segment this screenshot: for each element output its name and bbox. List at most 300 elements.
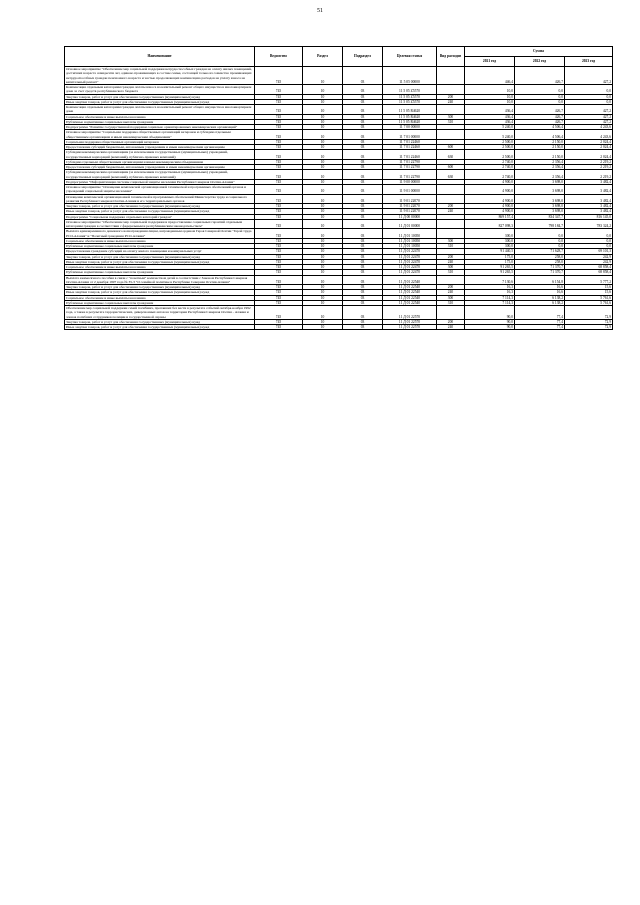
cell-sum-2023: 0,0 (565, 85, 613, 95)
cell-sum-2023: 2 219,2 (565, 170, 613, 180)
cell-name: Социальное обеспечение и иные выплаты населению (65, 265, 255, 270)
cell-section: 10 (303, 295, 343, 300)
cell-expense-type: 240 (437, 325, 465, 330)
cell-sum-2023: 5 761,6 (565, 300, 613, 305)
cell-target: 11 5 05 Z5570 (383, 85, 437, 95)
cell-sum-2023: 427,2 (565, 114, 613, 119)
cell-section: 10 (303, 300, 343, 305)
cell-sum-2022: 16,6 (515, 285, 565, 290)
cell-subsection: 03 (343, 285, 383, 290)
cell-sum-2023: 2 219,2 (565, 165, 613, 170)
cell-section: 10 (303, 159, 343, 164)
cell-subsection: 03 (343, 159, 383, 164)
cell-subsection: 03 (343, 85, 383, 95)
cell-expense-type: 200 (437, 319, 465, 324)
cell-sum-2023: 15,6 (565, 290, 613, 295)
cell-sum-2022: 71 628,7 (515, 249, 565, 254)
cell-expense-type (437, 105, 465, 115)
cell-subsection: 03 (343, 319, 383, 324)
cell-section: 10 (303, 119, 343, 124)
cell-target: 11 7 01 22790 (383, 159, 437, 164)
header-year-2021: 2021 год (465, 57, 515, 67)
cell-subsection: 03 (343, 165, 383, 170)
cell-sum-2021: 4 900,0 (465, 209, 515, 214)
cell-sum-2022: 2 150,0 (515, 145, 565, 150)
cell-subsection: 03 (343, 170, 383, 180)
cell-expense-type: 300 (437, 265, 465, 270)
cell-sum-2021: 4 900,0 (465, 185, 515, 195)
cell-sum-2022: 426,7 (515, 119, 565, 124)
cell-section: 10 (303, 145, 343, 150)
cell-section: 10 (303, 170, 343, 180)
cell-name: Подпрограмма "Развитие государственной поддержки социально ориентированных некоммерческих организаций" (65, 125, 255, 130)
cell-sum-2023: 72,9 (565, 325, 613, 330)
cell-ministry: 745 (255, 85, 303, 95)
cell-subsection: 03 (343, 265, 383, 270)
table-body (65, 67, 613, 330)
cell-target: 11 7 01 22460 (383, 145, 437, 150)
cell-sum-2023: 3 482,4 (565, 209, 613, 214)
cell-name: Закупка товаров, работ и услуг для обеспечения государственных (муниципальных) нужд (65, 285, 255, 290)
cell-subsection: 03 (343, 259, 383, 264)
cell-ministry: 745 (255, 165, 303, 170)
cell-ministry: 745 (255, 170, 303, 180)
cell-section: 10 (303, 306, 343, 320)
cell-target: 11 5 05 R4620 (383, 119, 437, 124)
cell-section: 10 (303, 265, 343, 270)
cell-expense-type: 200 (437, 254, 465, 259)
cell-target: 11 Д 01 22570 (383, 319, 437, 324)
cell-target: 11 Д 01 22540 (383, 300, 437, 305)
cell-sum-2022: 0,0 (515, 244, 565, 249)
cell-sum-2022: 2 356,4 (515, 170, 565, 180)
cell-subsection: 03 (343, 295, 383, 300)
cell-sum-2023: 783 324,2 (565, 219, 613, 229)
cell-target: 11 Д 01 22470 (383, 265, 437, 270)
cell-sum-2021: 91 265,5 (465, 265, 515, 270)
cell-expense-type: 200 (437, 285, 465, 290)
cell-sum-2023: 2 024,4 (565, 145, 613, 150)
cell-sum-2022: 426,7 (515, 105, 565, 115)
cell-target: 11 Д 01 22540 (383, 295, 437, 300)
cell-subsection: 03 (343, 145, 383, 150)
cell-sum-2022: 3 698,0 (515, 194, 565, 204)
cell-section: 10 (303, 209, 343, 214)
cell-target: 11 Д 01 22570 (383, 306, 437, 320)
cell-name: Основное мероприятие "Обеспечение мер социальной поддержки нетрудоспособных граждан на оплату жилых помещений, достигших возраста семидесяти лет, одиноко проживающих в составе семьи, состоящей только из совместно проживающих нетрудоспособных граждан пенсионного возраста и частью продолжающих компенсацию расходов на уплату взноса на капитальный ремонт" (65, 67, 255, 85)
header-name: Наименование (65, 47, 255, 67)
cell-ministry: 745 (255, 145, 303, 150)
cell-expense-type: 310 (437, 300, 465, 305)
cell-sum-2023: 3 482,4 (565, 185, 613, 195)
table-row (65, 150, 613, 160)
cell-ministry: 745 (255, 229, 303, 239)
cell-ministry: 745 (255, 185, 303, 195)
cell-name: Закупка товаров, работ и услуг для обеспечения государственных (муниципальных) нужд (65, 254, 255, 259)
cell-expense-type: 310 (437, 244, 465, 249)
cell-sum-2022: 426,7 (515, 67, 565, 85)
cell-sum-2023: 68 858,4 (565, 265, 613, 270)
cell-subsection: 03 (343, 179, 383, 184)
cell-ministry: 745 (255, 150, 303, 160)
cell-expense-type (437, 229, 465, 239)
cell-sum-2021: 5 240,0 (465, 125, 515, 130)
cell-section: 10 (303, 85, 343, 95)
cell-section: 10 (303, 244, 343, 249)
cell-expense-type: 240 (437, 290, 465, 295)
header-target: Целевая статья (383, 47, 437, 67)
cell-sum-2023: 3 482,4 (565, 194, 613, 204)
cell-sum-2021: 10,0 (465, 99, 515, 104)
cell-target: 11 Д 01 22470 (383, 259, 437, 264)
cell-expense-type: 630 (437, 150, 465, 160)
cell-sum-2023: 5 761,6 (565, 295, 613, 300)
cell-section: 10 (303, 229, 343, 239)
cell-expense-type: 600 (437, 165, 465, 170)
cell-section: 10 (303, 319, 343, 324)
cell-sum-2022: 0,0 (515, 99, 565, 104)
cell-subsection: 03 (343, 94, 383, 99)
cell-subsection: 03 (343, 204, 383, 209)
cell-sum-2022: 3 698,0 (515, 179, 565, 184)
cell-ministry: 745 (255, 238, 303, 243)
cell-ministry: 745 (255, 249, 303, 254)
cell-subsection: 03 (343, 229, 383, 239)
cell-sum-2023: 0,0 (565, 99, 613, 104)
cell-sum-2022: 258,0 (515, 254, 565, 259)
table-header (65, 47, 613, 67)
cell-name: Субсидии отдельным общественным организациям и иным некоммерческим объединениям (65, 159, 255, 164)
cell-name: Оснащение комплексной организационной технической и программных обеспечений Министерства труда и социального развития Республики Северная Осетия-Алания и его территориальных органов (65, 194, 255, 204)
cell-sum-2023: 5 777,2 (565, 275, 613, 285)
cell-sum-2021: 2 500,0 (465, 139, 515, 144)
cell-target: 11 7 01 22790 (383, 170, 437, 180)
cell-target: 11 Д 01 10050 (383, 244, 437, 249)
cell-sum-2021: 10,0 (465, 94, 515, 99)
cell-ministry: 745 (255, 300, 303, 305)
cell-sum-2022: 426,7 (515, 114, 565, 119)
cell-sum-2023: 0,0 (565, 238, 613, 243)
cell-target: 11 9 00 00000 (383, 179, 437, 184)
cell-sum-2021: 300,0 (465, 238, 515, 243)
cell-expense-type: 240 (437, 259, 465, 264)
cell-name: Подпрограмма "Информатизация системы социальной защиты населения Республики Северная Осетия-Алания" (65, 179, 255, 184)
cell-sum-2022: 16,6 (515, 290, 565, 295)
cell-sum-2023: 2 024,4 (565, 150, 613, 160)
cell-name: Социальное обеспечение и иные выплаты населению (65, 238, 255, 243)
cell-ministry: 745 (255, 244, 303, 249)
cell-ministry: 745 (255, 105, 303, 115)
cell-sum-2023: 0,0 (565, 244, 613, 249)
header-section: Раздел (303, 47, 343, 67)
cell-sum-2022: 2 150,0 (515, 139, 565, 144)
cell-section: 10 (303, 94, 343, 99)
cell-section: 10 (303, 150, 343, 160)
cell-expense-type (437, 85, 465, 95)
cell-ministry: 745 (255, 159, 303, 164)
cell-name: Иные закупки товаров, работ и услуг для обеспечения государственных (муниципальных) нужд (65, 209, 255, 214)
table-row (65, 67, 613, 85)
cell-name: Предоставление субсидий бюджетным, автономным учреждениям и иным некоммерческим организациям (65, 145, 255, 150)
cell-sum-2023: 3 482,4 (565, 204, 613, 209)
cell-subsection: 03 (343, 99, 383, 104)
header-year-2023: 2023 год (565, 57, 613, 67)
cell-name: Закупка товаров, работ и услуг для обеспечения государственных (муниципальных) нужд (65, 319, 255, 324)
cell-sum-2021: 90,0 (465, 325, 515, 330)
cell-ministry: 745 (255, 139, 303, 144)
cell-target: 11 9 01 22070 (383, 194, 437, 204)
cell-section: 10 (303, 114, 343, 119)
cell-subsection: 03 (343, 130, 383, 140)
cell-name: Компенсация отдельным категориям граждан оплаты взноса на капитальный ремонт общего имущества в многоквартирном доме за счет средств республиканского бюджета (65, 85, 255, 95)
cell-sum-2021: 5 240,0 (465, 130, 515, 140)
cell-sum-2022: 0,0 (515, 229, 565, 239)
cell-ministry: 745 (255, 325, 303, 330)
cell-section: 10 (303, 275, 343, 285)
cell-sum-2021: 4 900,0 (465, 204, 515, 209)
cell-sum-2022: 0,0 (515, 238, 565, 243)
cell-target: 11 Д 01 10050 (383, 238, 437, 243)
cell-subsection: 03 (343, 325, 383, 330)
cell-expense-type (437, 275, 465, 285)
cell-sum-2022: 6 154,8 (515, 275, 565, 285)
cell-sum-2021: 91 440,5 (465, 249, 515, 254)
cell-name: Обеспечение мер социальной поддержки семей погибших, пропавших без вести в результате событий октября-ноября 1992 года, а также в результате террористических, диверсионных актов на территории Республики Северная Осетия - Алания и членов погибших сотрудников полиции и государственной охраны (65, 306, 255, 320)
cell-ministry: 745 (255, 290, 303, 295)
page-number: 51 (317, 8, 323, 14)
cell-ministry: 745 (255, 285, 303, 290)
cell-target: 11 Д 01 22570 (383, 325, 437, 330)
cell-section: 10 (303, 249, 343, 254)
cell-target: 11 7 01 22460 (383, 150, 437, 160)
cell-section: 10 (303, 99, 343, 104)
cell-sum-2021: 2 740,0 (465, 165, 515, 170)
cell-sum-2022: 71 370,7 (515, 270, 565, 275)
cell-ministry: 745 (255, 94, 303, 99)
cell-section: 10 (303, 290, 343, 295)
table-row (65, 194, 613, 204)
cell-section: 10 (303, 130, 343, 140)
cell-sum-2023: 72,9 (565, 306, 613, 320)
cell-subsection: 03 (343, 185, 383, 195)
cell-name: Закупка товаров, работ и услуг для обеспечения государственных (муниципальных) нужд (65, 94, 255, 99)
cell-section: 10 (303, 139, 343, 144)
cell-sum-2021: 90,0 (465, 319, 515, 324)
table-row (65, 130, 613, 140)
cell-expense-type: 200 (437, 94, 465, 99)
cell-expense-type (437, 67, 465, 85)
cell-sum-2023: 242,9 (565, 259, 613, 264)
cell-section: 10 (303, 185, 343, 195)
cell-name: Публичные нормативные социальные выплаты гражданам (65, 300, 255, 305)
cell-target: 11 7 00 00000 (383, 125, 437, 130)
cell-target: 11 5 05 R4620 (383, 114, 437, 119)
cell-sum-2022: 77,4 (515, 319, 565, 324)
cell-target: 11 9 01 22070 (383, 209, 437, 214)
cell-sum-2022: 6 138,2 (515, 300, 565, 305)
cell-name: Социальная поддержка общественных организаций ветеранов (65, 139, 255, 144)
cell-target: 11 Д 00 00000 (383, 214, 437, 219)
cell-expense-type (437, 219, 465, 229)
cell-sum-2021: 175,0 (465, 254, 515, 259)
cell-sum-2023: 72,9 (565, 319, 613, 324)
cell-name: Выплата единовременного денежного вознаграждения лицам, награжденным орденом Героя Северной Осетии "Герой труда РСО-Алания" и "Почетный гражданин РСО-Алания" (65, 229, 255, 239)
cell-sum-2022: 834 347,7 (515, 214, 565, 219)
cell-name: Публичные нормативные социальные выплаты гражданам (65, 119, 255, 124)
cell-subsection: 03 (343, 270, 383, 275)
cell-section: 10 (303, 179, 343, 184)
cell-target: 11 5 05 Z5570 (383, 99, 437, 104)
cell-sum-2021: 436,4 (465, 114, 515, 119)
cell-section: 10 (303, 194, 343, 204)
cell-sum-2021: 869 157,4 (465, 214, 515, 219)
cell-ministry: 745 (255, 125, 303, 130)
cell-subsection: 03 (343, 150, 383, 160)
cell-subsection: 03 (343, 67, 383, 85)
cell-name: Иные закупки товаров, работ и услуг для обеспечения государственных (муниципальных) нужд (65, 325, 255, 330)
cell-sum-2021: 90,0 (465, 306, 515, 320)
cell-sum-2022: 77,4 (515, 306, 565, 320)
cell-sum-2022: 4 506,4 (515, 130, 565, 140)
cell-expense-type: 600 (437, 145, 465, 150)
cell-sum-2023: 0,0 (565, 229, 613, 239)
header-sum: Сумма (465, 47, 613, 57)
cell-sum-2023: 427,2 (565, 105, 613, 115)
cell-sum-2022: 71 370,7 (515, 265, 565, 270)
cell-name: Предоставление субсидий бюджетным, автономным учреждениям и иным некоммерческим организациям (65, 165, 255, 170)
cell-sum-2021: 436,4 (465, 119, 515, 124)
cell-sum-2023: 4 243,6 (565, 125, 613, 130)
cell-section: 10 (303, 254, 343, 259)
cell-sum-2023: 242,9 (565, 254, 613, 259)
cell-ministry: 745 (255, 254, 303, 259)
cell-section: 10 (303, 125, 343, 130)
cell-sum-2022: 798 184,7 (515, 219, 565, 229)
cell-name: Основное мероприятие "Социальная поддержка общественных организаций ветеранов и субсидии отдельным общественным организациям и иным некоммерческим объединениям" (65, 130, 255, 140)
cell-sum-2022: 3 698,0 (515, 185, 565, 195)
cell-sum-2021: 2 740,0 (465, 159, 515, 164)
cell-target: 11 Д 01 10050 (383, 229, 437, 239)
cell-ministry: 745 (255, 194, 303, 204)
cell-expense-type: 200 (437, 204, 465, 209)
cell-expense-type: 300 (437, 238, 465, 243)
cell-sum-2021: 4 900,0 (465, 179, 515, 184)
cell-sum-2022: 0,0 (515, 85, 565, 95)
cell-sum-2021: 7 114,3 (465, 295, 515, 300)
cell-subsection: 03 (343, 238, 383, 243)
cell-subsection: 03 (343, 254, 383, 259)
cell-sum-2023: 816 145,0 (565, 214, 613, 219)
cell-expense-type: 310 (437, 119, 465, 124)
cell-name: Иные закупки товаров, работ и услуг для обеспечения государственных (муниципальных) нужд (65, 259, 255, 264)
table-row (65, 306, 613, 320)
cell-ministry: 745 (255, 275, 303, 285)
cell-subsection: 03 (343, 275, 383, 285)
cell-expense-type (437, 194, 465, 204)
cell-sum-2022: 2 150,0 (515, 150, 565, 160)
cell-subsection: 03 (343, 105, 383, 115)
cell-subsection: 03 (343, 139, 383, 144)
cell-ministry: 745 (255, 265, 303, 270)
cell-name: Иные закупки товаров, работ и услуг для обеспечения государственных (муниципальных) нужд (65, 290, 255, 295)
cell-section: 10 (303, 105, 343, 115)
cell-ministry: 745 (255, 306, 303, 320)
cell-sum-2021: 7 114,3 (465, 300, 515, 305)
cell-ministry: 745 (255, 270, 303, 275)
cell-target: 11 Д 01 22470 (383, 249, 437, 254)
cell-target: 11 7 01 22790 (383, 165, 437, 170)
cell-target: 11 Д 01 22540 (383, 275, 437, 285)
cell-target: 11 5 05 Z5570 (383, 94, 437, 99)
cell-expense-type (437, 185, 465, 195)
cell-name: Субсидии некоммерческим организациям (за исключением государственных (муниципальных) учреждений, государственных корпораций (компаний), публично-правовых компаний) (65, 170, 255, 180)
cell-section: 10 (303, 325, 343, 330)
cell-name: Компенсация отдельным категориям граждан оплаты взноса на капитальный ремонт общего имущества в многоквартирном доме (65, 105, 255, 115)
cell-subsection: 03 (343, 306, 383, 320)
cell-expense-type: 240 (437, 209, 465, 214)
cell-sum-2023: 69 101,3 (565, 249, 613, 254)
cell-ministry: 745 (255, 319, 303, 324)
cell-name: Субсидии некоммерческим организациям (за исключением государственных (муниципальных) учреждений, государственных корпораций (компаний), публично-правовых компаний) (65, 150, 255, 160)
cell-ministry: 745 (255, 67, 303, 85)
cell-subsection: 03 (343, 214, 383, 219)
cell-name: Публичные нормативные социальные выплаты гражданам (65, 244, 255, 249)
cell-subsection: 03 (343, 114, 383, 119)
cell-ministry: 745 (255, 219, 303, 229)
cell-subsection: 03 (343, 219, 383, 229)
cell-section: 10 (303, 259, 343, 264)
table-row (65, 170, 613, 180)
cell-ministry: 745 (255, 204, 303, 209)
cell-sum-2021: 436,4 (465, 105, 515, 115)
cell-name: Социальное обеспечение и иные выплаты населению (65, 114, 255, 119)
cell-target: 11 5 05 00000 (383, 67, 437, 85)
cell-expense-type: 300 (437, 114, 465, 119)
cell-target: 11 9 01 22070 (383, 204, 437, 209)
cell-target: 11 7 01 22460 (383, 139, 437, 144)
cell-sum-2022: 3 698,0 (515, 209, 565, 214)
cell-ministry: 745 (255, 259, 303, 264)
cell-sum-2021: 446,4 (465, 67, 515, 85)
cell-name: Социальное обеспечение и иные выплаты населению (65, 295, 255, 300)
cell-section: 10 (303, 219, 343, 229)
cell-ministry: 745 (255, 295, 303, 300)
cell-sum-2022: 2 356,4 (515, 165, 565, 170)
cell-subsection: 03 (343, 244, 383, 249)
cell-ministry: 745 (255, 119, 303, 124)
cell-name: Основное мероприятие "Обеспечение мер социальной поддержки и предоставление социальных гарантий отдельным категориям граждан в соответствии с федеральным и республиканским законодательством" (65, 219, 255, 229)
table-row (65, 219, 613, 229)
cell-sum-2021: 2 740,0 (465, 170, 515, 180)
cell-sum-2021: 175,0 (465, 259, 515, 264)
cell-name: Основное мероприятие "Оснащение комплексной организационной технической и программных обеспечений органов и учреждений социальной защиты населения" (65, 185, 255, 195)
table-row (65, 105, 613, 115)
cell-sum-2022: 4 506,4 (515, 125, 565, 130)
table-row (65, 229, 613, 239)
cell-sum-2022: 2 356,4 (515, 159, 565, 164)
cell-expense-type: 310 (437, 270, 465, 275)
cell-subsection: 03 (343, 125, 383, 130)
cell-section: 10 (303, 285, 343, 290)
cell-sum-2023: 3 482,4 (565, 179, 613, 184)
cell-sum-2021: 827 098,3 (465, 219, 515, 229)
cell-subsection: 03 (343, 194, 383, 204)
cell-subsection: 03 (343, 119, 383, 124)
cell-subsection: 03 (343, 300, 383, 305)
cell-expense-type: 630 (437, 170, 465, 180)
cell-sum-2021: 10,0 (465, 85, 515, 95)
cell-sum-2022: 77,4 (515, 325, 565, 330)
